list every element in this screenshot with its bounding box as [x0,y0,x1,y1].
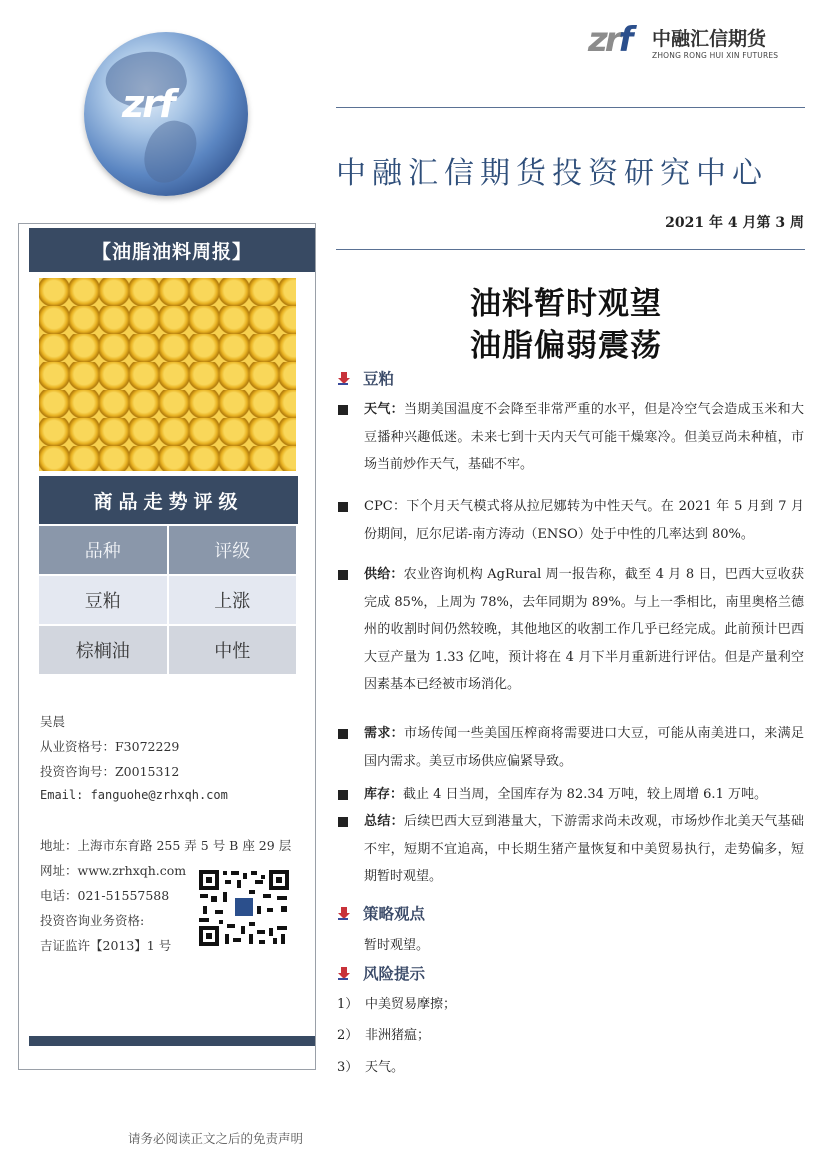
paragraph-summary [338,808,804,891]
rating-header-variety: 品种 [39,526,169,576]
square-bullet-icon [338,790,348,800]
section-title: 豆粕 [363,370,395,388]
headline-line1: 油料暂时观望 [470,286,662,322]
address: 地址：上海市东育路 255 弄 5 号 B 座 29 层 [40,838,292,853]
paragraph-cpc [338,493,804,548]
risk-item: 1） 中美贸易摩擦； [337,997,457,1012]
brand-name-cn: 中融汇信期货 [652,28,767,50]
rating-value: 上涨 [169,576,299,626]
paragraph-supply [338,561,804,699]
sidebar [18,223,316,1070]
headline-line2: 油脂偏弱震荡 [470,328,662,364]
risk-item: 2） 非洲猪瘟； [337,1028,431,1043]
paragraph-text: 后续巴西大豆到港量大，下游需求尚未改观，市场炒作北美天气基础不牢，短期不宜追高，中长期生猪产量恢复和中美贸易执行，走势偏多，短期暂时观望。 [364,814,804,884]
risk-item: 3） 天气。 [337,1060,405,1075]
report-type: 【油脂油料周报】 [29,228,315,272]
square-bullet-icon [338,729,348,739]
paragraph-weather [338,396,804,479]
rating-table [39,526,298,676]
paragraph-text: 市场传闻一些美国压榨商将需要进口大豆，可能从南美进口，来满足国内需求。美豆市场供应偏紧导致。 [364,726,804,769]
license-number: 从业资格号：F3072229 [40,739,180,754]
strategy-text: 暂时观望。 [364,938,430,953]
section-risk [337,962,425,984]
rating-variety: 豆粕 [39,576,169,626]
paragraph-lead: 供给： [364,567,404,582]
section-strategy [337,902,425,924]
advisory-qualification: 投资咨询业务资格: [40,913,145,928]
header-rule [336,107,805,108]
paragraph-text: CPC：下个月天气模式将从拉尼娜转为中性天气。在 2021 年 5 月到 7 月份期间，厄尔尼诺-南方涛动（ENSO）处于中性的几率达到 80%。 [364,499,804,542]
paragraph-text: 截止 4 日当周，全国库存为 82.34 万吨，较上周增 6.1 万吨。 [403,787,767,802]
org-title: 中融汇信期货投资研究中心 [336,156,768,191]
paragraph-lead: 需求： [364,726,405,741]
rating-variety: 棕榈油 [39,626,169,676]
square-bullet-icon [338,502,348,512]
disclaimer-notice: 请务必阅读正文之后的免责声明 [128,1131,304,1146]
advisory-number: 投资咨询号：Z0015312 [40,764,180,779]
email[interactable]: Email: fanguohe@zrhxqh.com [40,788,228,802]
down-arrow-icon [337,906,351,920]
paragraph-text: 农业咨询机构 AgRural 周一报告称，截至 4 月 8 日，巴西大豆收获完成 85%，上周为 78%，去年同期为 89%。与上一季相比，南里奥格兰德州的收割时间仍然较晚，其他地区的收割工作几乎已经完成。此前预计巴西大豆产量为 1.33 亿吨，预计将在 4 月下半月重新进行评估。但是产量利空因素基本已经被市场消化。 [364,567,804,692]
square-bullet-icon [338,817,348,827]
paragraph-lead: 库存： [364,787,404,802]
globe-logo-mark: zrf [122,82,174,126]
sidebar-footer-bar [29,1036,315,1046]
section-meal [337,367,394,389]
paragraph-text: 当期美国温度不会降至非常严重的水平，但是冷空气会造成玉米和大豆播种兴趣低迷。未来七到十天内天气可能干燥寒冷。但美豆尚未种植，市场当前炒作天气，基础不牢。 [364,402,804,472]
analyst-name: 吴晨 [40,714,66,729]
website[interactable]: 网址：www.zrhxqh.com [40,863,187,878]
rating-value: 中性 [169,626,299,676]
rating-title: 商品走势评级 [39,476,298,524]
header-rule [336,249,805,250]
rating-row [39,576,298,626]
paragraph-lead: 天气： [364,402,405,417]
approval-number: 吉证监许【2013】1 号 [40,938,172,953]
qr-code [197,868,291,948]
paragraph-lead: 总结： [364,814,405,829]
rating-header-row [39,526,298,576]
paragraph-demand [338,720,804,775]
down-arrow-icon [337,371,351,385]
section-title: 风险提示 [363,965,426,983]
phone: 电话：021-51557588 [40,888,170,903]
rating-row [39,626,298,676]
paragraph-inventory [338,781,804,809]
square-bullet-icon [338,570,348,580]
brand-name-en: ZHONG RONG HUI XIN FUTURES [652,51,779,60]
square-bullet-icon [338,405,348,415]
rating-header-rating: 评级 [169,526,299,576]
down-arrow-icon [337,966,351,980]
globe-logo [84,32,248,196]
soybeans-image [39,278,296,471]
issue-date: 2021 年 4 月第 3 周 [665,215,804,231]
brand-logo-mark: zrf [588,20,631,60]
section-title: 策略观点 [363,905,426,923]
